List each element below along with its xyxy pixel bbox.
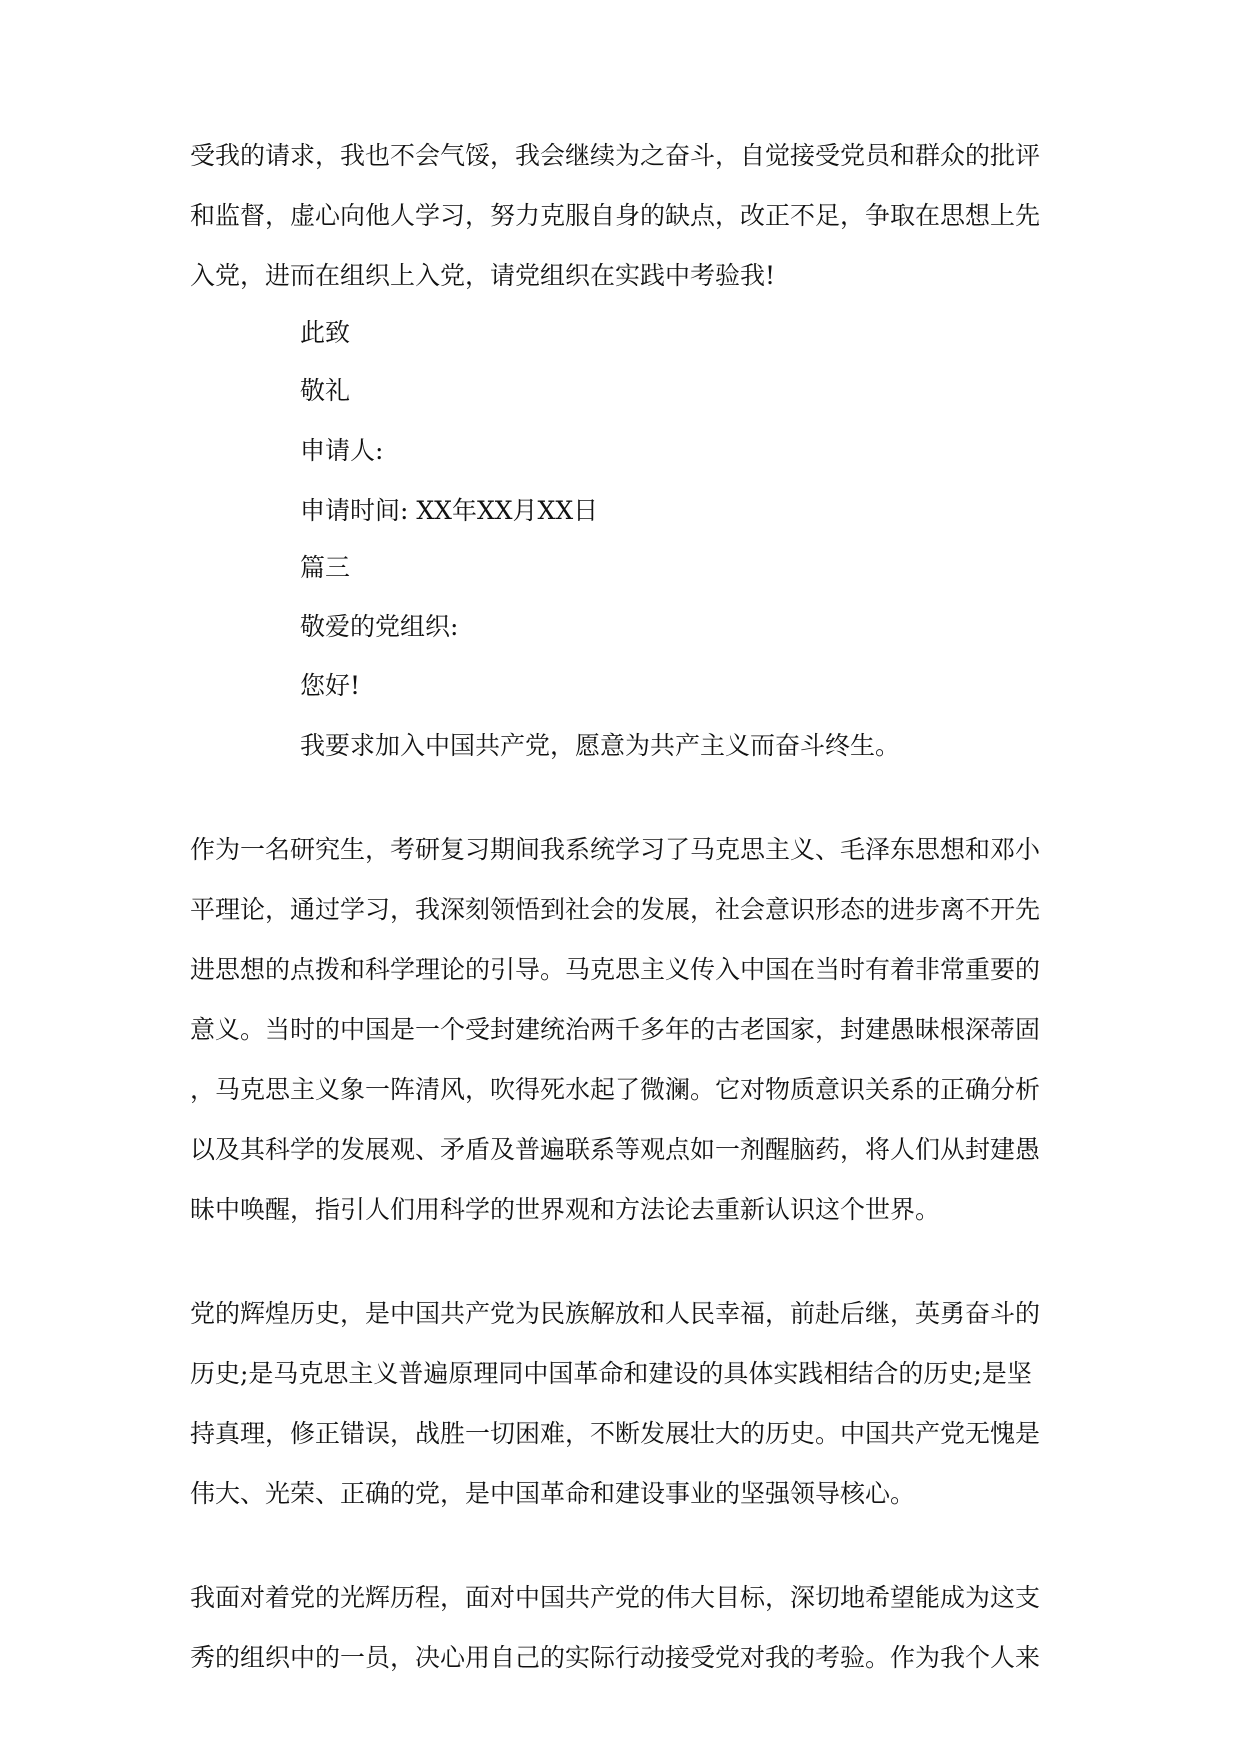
closing-greeting: 此致 [300,318,351,347]
salutation: 敬爱的党组织: [300,612,459,641]
hello-line: 您好! [300,671,361,700]
paragraph-line: 我面对着党的光辉历程，面对中国共产党的伟大目标，深切地希望能成为这支 [190,1583,1041,1612]
paragraph-line: 党的辉煌历史，是中国共产党为民族解放和人民幸福，前赴后继，英勇奋斗的 [190,1299,1041,1328]
paragraph-line: 进思想的点拨和科学理论的引导。马克思主义传入中国在当时有着非常重要的 [190,955,1041,984]
paragraph-line: 持真理，修正错误，战胜一切困难，不断发展壮大的历史。中国共产党无愧是 [190,1419,1041,1448]
paragraph-line: 秀的组织中的一员，决心用自己的实际行动接受党对我的考验。作为我个人来 [190,1643,1041,1672]
paragraph-line: 作为一名研究生，考研复习期间我系统学习了马克思主义、毛泽东思想和邓小 [190,835,1041,864]
applicant-label: 申请人: [300,436,384,465]
paragraph-line: 受我的请求，我也不会气馁，我会继续为之奋斗，自觉接受党员和群众的批评 [190,141,1041,170]
paragraph-line: 历史;是马克思主义普遍原理同中国革命和建设的具体实践相结合的历史;是坚 [190,1359,1032,1388]
paragraph-line: 入党，进而在组织上入党，请党组织在实践中考验我! [190,261,776,290]
paragraph-line: 以及其科学的发展观、矛盾及普遍联系等观点如一剂醒脑药，将人们从封建愚 [190,1135,1041,1164]
paragraph-line: 和监督，虚心向他人学习，努力克服自身的缺点，改正不足，争取在思想上先 [190,201,1041,230]
paragraph-line: 昧中唤醒，指引人们用科学的世界观和方法论去重新认识这个世界。 [190,1195,941,1224]
paragraph-line: 平理论，通过学习，我深刻领悟到社会的发展，社会意识形态的进步离不开先 [190,895,1041,924]
paragraph-line: ，马克思主义象一阵清风，吹得死水起了微澜。它对物质意识关系的正确分析 [190,1075,1041,1104]
application-date: 申请时间: XX年XX月XX日 [300,496,599,525]
paragraph-line: 伟大、光荣、正确的党，是中国革命和建设事业的坚强领导核心。 [190,1479,916,1508]
intro-line: 我要求加入中国共产党，愿意为共产主义而奋斗终生。 [300,731,901,760]
paragraph-line: 意义。当时的中国是一个受封建统治两千多年的古老国家，封建愚昧根深蒂固 [190,1015,1041,1044]
closing-salute: 敬礼 [300,376,351,405]
section-title: 篇三 [300,553,351,582]
